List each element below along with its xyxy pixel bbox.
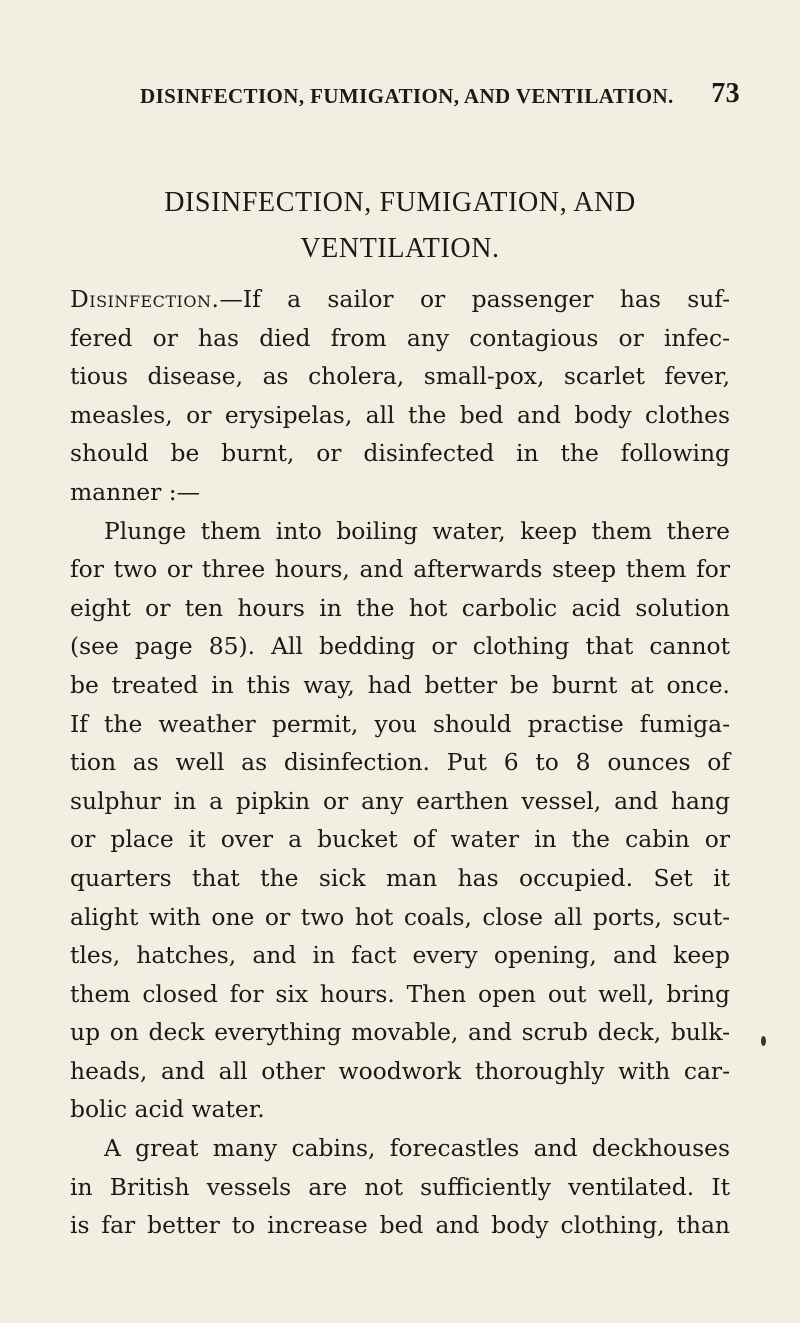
text-line: up on deck everything movable, and scrub deck, bulk- xyxy=(70,1018,730,1047)
text-line: sulphur in a pipkin or any earthen vessel, and hang xyxy=(70,786,730,815)
running-head xyxy=(140,78,740,109)
ink-speck xyxy=(761,1036,766,1046)
text-line: alight with one or two hot coals, close all ports, scut- xyxy=(70,902,730,931)
text-line: bolic acid water. xyxy=(70,1095,265,1124)
running-head-title: DISINFECTION, FUMIGATION, AND VENTILATION. xyxy=(140,84,674,108)
text-line: quarters that the sick man has occupied. Set it xyxy=(70,863,730,892)
body-text xyxy=(70,280,730,1245)
text-line: manner :— xyxy=(70,477,200,506)
text-line: (see page 85). All bedding or clothing that cannot xyxy=(70,632,730,661)
text-line: is far better to increase bed and body clothing, than xyxy=(70,1211,730,1240)
paragraph-fumigation xyxy=(70,512,730,1130)
text-line: eight or ten hours in the hot carbolic acid solution xyxy=(70,593,730,622)
text-line: or place it over a bucket of water in the cabin or xyxy=(70,825,730,854)
chapter-title-line-1: DISINFECTION, FUMIGATION, AND xyxy=(164,187,636,218)
page-number: 73 xyxy=(711,78,740,109)
chapter-title-line-2: VENTILATION. xyxy=(300,233,500,264)
text-line: them closed for six hours. Then open out well, bring xyxy=(70,979,730,1008)
chapter-title xyxy=(90,180,710,272)
text-line: should be burnt, or disinfected in the following xyxy=(70,439,730,468)
text-line: tles, hatches, and in fact every opening, and keep xyxy=(70,941,730,970)
text-line: for two or three hours, and afterwards steep them for xyxy=(70,555,730,584)
text-line: measles, or erysipelas, all the bed and body clothes xyxy=(70,400,730,429)
text-line: fered or has died from any contagious or infec- xyxy=(70,323,730,352)
text-line: Disinfection.—If a sailor or passenger has suf- xyxy=(70,285,730,313)
text-line: A great many cabins, forecastles and deckhouses xyxy=(104,1134,730,1163)
text-line: be treated in this way, had better be burnt at once. xyxy=(70,670,730,699)
section-lead: Disinfection. xyxy=(70,285,220,313)
text-line: tious disease, as cholera, small-pox, scarlet fever, xyxy=(70,362,730,391)
text-line: Plunge them into boiling water, keep them there xyxy=(104,516,730,545)
text-line: tion as well as disinfection. Put 6 to 8 ounces of xyxy=(70,748,730,777)
text-line: in British vessels are not sufficiently ventilated. It xyxy=(70,1172,730,1201)
text-line: If the weather permit, you should practise fumiga- xyxy=(70,709,730,738)
paragraph-disinfection xyxy=(70,280,730,512)
text-line: heads, and all other woodwork thoroughly with car- xyxy=(70,1056,730,1085)
paragraph-ventilation xyxy=(70,1129,730,1245)
